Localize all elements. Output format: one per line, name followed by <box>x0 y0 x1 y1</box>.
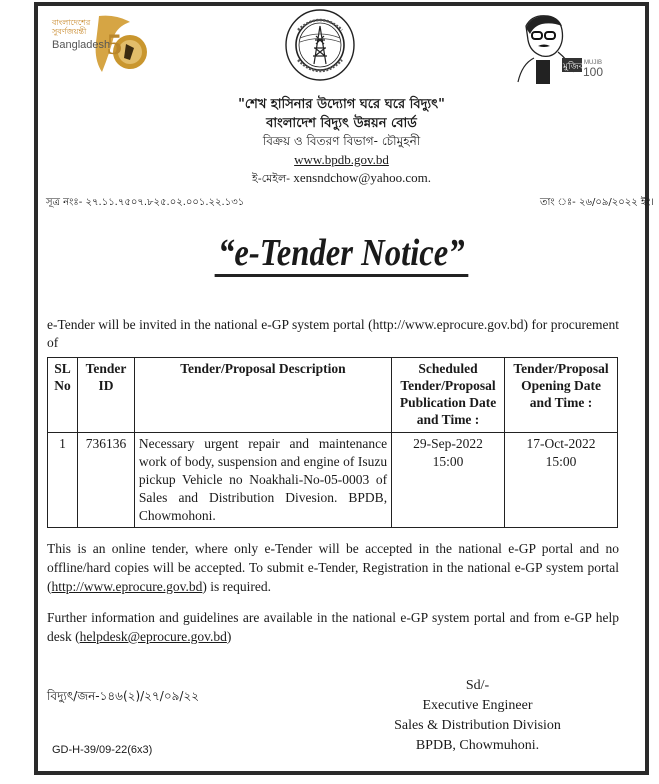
p1-text-before: This is an online tender, where only e-Tender will be accepted in the national e-GP portal and no offline/hard copies will be accepted. To submit e-Tender, Registration in the national e-GP system portal ( <box>47 541 619 594</box>
bpdb-seal-icon <box>284 8 356 82</box>
svg-text:5: 5 <box>107 28 122 61</box>
publication-date: 29-Sep-2022 <box>413 436 483 451</box>
email-label: ই-মেইল- <box>251 172 291 185</box>
signature-office: BPDB, Chowmuhoni. <box>415 738 540 753</box>
publication-time: 15:00 <box>432 454 464 469</box>
cell-description: Necessary urgent repair and maintenance work of body, suspension and engine of Isuzu pickup Vehicle no Noakhali-No-05-0003 of Sales and Distribution Divesion. BPDB, Chowmohoni. <box>134 433 391 528</box>
notice-title-wrap <box>38 232 645 277</box>
header-opening: Tender/Proposal Opening Date and Time : <box>505 358 618 433</box>
logo-bengali-text: বাংলাদেশের সুবর্ণজয়ন্তী <box>52 18 91 36</box>
cell-publication <box>392 433 505 528</box>
mujib-portrait-icon <box>512 12 604 84</box>
table-row <box>48 433 618 528</box>
footer-code: GD-H-39/09-22(6x3) <box>52 744 153 756</box>
header-publication: Scheduled Tender/Proposal Publication Date and Time : <box>392 358 505 433</box>
mujib-100-logo <box>512 12 604 84</box>
email-line <box>38 170 645 189</box>
division-name: বিক্রয় ও বিতরণ বিভাগ- চৌমুহনী <box>262 134 421 148</box>
slogan: "শেখ হাসিনার উদ্যোগ ঘরে ঘরে বিদ্যুৎ" <box>238 97 445 112</box>
website-link[interactable]: www.bpdb.gov.bd <box>294 152 389 167</box>
notice-title: “e-Tender Notice” <box>215 232 468 277</box>
email-address[interactable]: xensndchow@yahoo.com. <box>293 170 432 185</box>
signature-designation: Executive Engineer <box>422 698 533 713</box>
signature-sd: Sd/- <box>465 678 490 693</box>
tender-table <box>47 357 618 528</box>
further-info-paragraph <box>47 608 619 646</box>
organization-name: বাংলাদেশ বিদ্যুৎ উন্নয়ন বোর্ড <box>266 116 417 131</box>
intro-paragraph: e-Tender will be invited in the national e-GP system portal (http://www.eprocure.gov.bd) for procurement of <box>47 317 619 350</box>
header-tender-id: Tender ID <box>77 358 134 433</box>
svg-text:মুজিব: মুজিব <box>563 62 584 72</box>
logo-bangladesh-text: Bangladesh <box>52 39 111 51</box>
svg-text:100: 100 <box>583 65 604 79</box>
opening-date: 17-Oct-2022 <box>526 436 596 451</box>
opening-time: 15:00 <box>545 454 577 469</box>
bangladesh-50-logo <box>44 12 154 74</box>
cell-sl-no: 1 <box>48 433 78 528</box>
cell-tender-id: 736136 <box>77 433 134 528</box>
signature-block <box>385 676 570 756</box>
cell-opening <box>505 433 618 528</box>
header-sl-no: SL No <box>48 358 78 433</box>
header-description: Tender/Proposal Description <box>134 358 391 433</box>
footer-memo: বিদ্যুৎ/জন-১৪৬(২)/২৭/০৯/২২ <box>47 689 200 703</box>
notice-date: তাং ঃ- ২৬/০৯/২০২২ ইং। <box>540 197 654 208</box>
table-header-row <box>48 358 618 433</box>
memo-reference: সূত্র নংঃ- ২৭.১১.৭৫০৭.৮২৫.০২.০০১.২২.১৩১ <box>46 197 245 208</box>
online-tender-paragraph <box>47 539 619 596</box>
eprocure-link[interactable]: http://www.eprocure.gov.bd <box>51 579 203 594</box>
p2-text-after: ) <box>226 629 232 644</box>
p1-text-after: ) is required. <box>202 579 271 594</box>
bpdb-seal <box>284 8 356 82</box>
helpdesk-email-link[interactable]: helpdesk@eprocure.gov.bd <box>79 629 227 644</box>
p2-text-before: Further information and guidelines are available in the national e-GP system portal and from e-GP help desk ( <box>47 610 619 644</box>
signature-division: Sales & Distribution Division <box>394 718 561 733</box>
svg-text:MUJIB: MUJIB <box>584 60 602 66</box>
